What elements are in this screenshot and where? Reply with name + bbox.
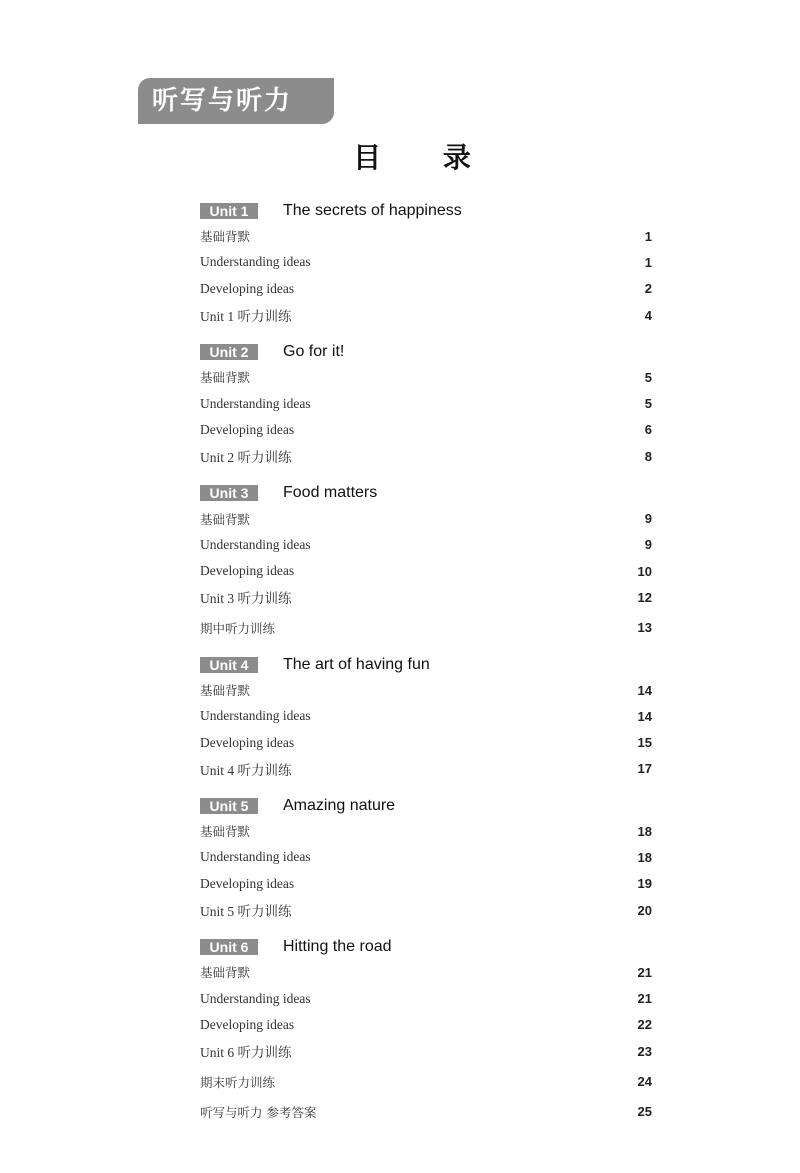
entry-page: 1 <box>644 254 652 270</box>
entry-page: 20 <box>637 902 652 918</box>
toc-entry[interactable] <box>200 897 652 923</box>
entry-label: 期中听力训练 <box>200 620 276 636</box>
toc-entry[interactable] <box>200 364 652 390</box>
entry-page: 9 <box>644 511 652 527</box>
unit-heading-1[interactable] <box>200 199 652 223</box>
entry-page: 14 <box>637 708 652 724</box>
entry-label: 听写与听力 参考答案 <box>200 1104 317 1120</box>
entry-page: 18 <box>637 849 652 865</box>
entry-page: 5 <box>644 396 652 412</box>
entry-page: 2 <box>644 281 652 297</box>
unit-heading-2[interactable] <box>200 340 652 364</box>
entry-label: Understanding ideas <box>200 395 311 411</box>
toc-entry[interactable] <box>200 703 652 729</box>
entry-label: Developing ideas <box>200 280 295 296</box>
toc-entry[interactable] <box>200 959 652 985</box>
toc-entry[interactable] <box>200 584 652 610</box>
entry-label: Developing ideas <box>200 1016 295 1032</box>
toc-entry[interactable] <box>200 818 652 844</box>
entry-label: Understanding ideas <box>200 849 311 865</box>
unit-title: The art of having fun <box>283 655 430 673</box>
toc-entry-answers[interactable] <box>200 1099 652 1125</box>
section-banner: 听写与听力 <box>138 78 334 124</box>
toc-entry[interactable] <box>200 871 652 897</box>
toc-entry[interactable] <box>200 505 652 531</box>
unit-title: Amazing nature <box>283 797 396 815</box>
entry-page: 25 <box>637 1104 652 1120</box>
entry-page: 14 <box>637 682 652 698</box>
unit-badge: Unit 3 <box>200 485 258 501</box>
toc-entry[interactable] <box>200 756 652 782</box>
toc-entry[interactable] <box>200 558 652 584</box>
entry-page: 17 <box>637 761 652 777</box>
entry-label: Unit 1 听力训练 <box>200 309 292 325</box>
toc-entry-midterm[interactable] <box>200 615 652 641</box>
entry-label: Unit 3 听力训练 <box>200 591 292 607</box>
unit-title: The secrets of happiness <box>283 202 462 219</box>
entry-label: 期末听力训练 <box>200 1074 276 1090</box>
unit-badge: Unit 4 <box>200 657 258 673</box>
toc-entry[interactable] <box>200 390 652 416</box>
entry-label: 基础背默 <box>200 683 251 698</box>
entry-label: 基础背默 <box>200 370 251 386</box>
unit-title: Food matters <box>283 484 378 502</box>
entry-page: 24 <box>637 1074 652 1090</box>
entry-page: 21 <box>637 964 652 980</box>
entry-page: 6 <box>644 422 652 438</box>
table-of-contents <box>200 199 652 1125</box>
entry-label: 基础背默 <box>200 511 251 527</box>
unit-heading-5[interactable] <box>200 794 652 818</box>
toc-entry[interactable] <box>200 302 652 328</box>
toc-entry-final[interactable] <box>200 1068 652 1094</box>
entry-page: 21 <box>637 991 652 1007</box>
entry-label: Understanding ideas <box>200 536 311 552</box>
entry-page: 1 <box>644 228 652 244</box>
toc-entry[interactable] <box>200 417 652 443</box>
entry-page: 18 <box>637 823 652 839</box>
toc-entry[interactable] <box>200 249 652 275</box>
entry-label: Developing ideas <box>200 734 295 750</box>
entry-page: 12 <box>637 589 652 605</box>
toc-entry[interactable] <box>200 729 652 755</box>
entry-label: Understanding ideas <box>200 708 311 724</box>
entry-label: 基础背默 <box>200 229 251 245</box>
toc-entry[interactable] <box>200 1038 652 1064</box>
entry-page: 5 <box>644 369 652 385</box>
entry-page: 13 <box>637 620 652 636</box>
unit-title: Hitting the road <box>283 938 392 956</box>
unit-badge: Unit 2 <box>200 344 258 360</box>
entry-label: 基础背默 <box>200 824 251 840</box>
entry-page: 23 <box>637 1043 652 1059</box>
toc-entry[interactable] <box>200 532 652 558</box>
toc-entry[interactable] <box>200 986 652 1012</box>
entry-page: 8 <box>644 448 652 464</box>
toc-entry[interactable] <box>200 443 652 469</box>
entry-label: Unit 6 听力训练 <box>200 1045 292 1061</box>
entry-page: 15 <box>637 735 652 751</box>
toc-entry[interactable] <box>200 276 652 302</box>
unit-heading-4[interactable] <box>200 653 652 677</box>
unit-badge: Unit 5 <box>200 798 258 814</box>
unit-badge: Unit 1 <box>200 203 258 219</box>
entry-label: Understanding ideas <box>200 254 311 270</box>
unit-title: Go for it! <box>283 343 345 361</box>
entry-label: Developing ideas <box>200 563 295 579</box>
entry-label: Developing ideas <box>200 421 295 437</box>
entry-label: Developing ideas <box>200 875 295 891</box>
unit-heading-3[interactable] <box>200 481 652 505</box>
entry-page: 19 <box>637 876 652 892</box>
entry-label: Understanding ideas <box>200 990 311 1006</box>
toc-entry[interactable] <box>200 223 652 249</box>
entry-page: 10 <box>637 563 652 579</box>
toc-entry[interactable] <box>200 1012 652 1038</box>
entry-label: Unit 5 听力训练 <box>200 904 292 920</box>
toc-entry[interactable] <box>200 677 652 703</box>
unit-badge: Unit 6 <box>200 939 258 955</box>
unit-heading-6[interactable] <box>200 935 652 959</box>
entry-label: Unit 2 听力训练 <box>200 450 292 466</box>
entry-label: 基础背默 <box>200 965 251 981</box>
entry-page: 4 <box>644 307 652 323</box>
entry-page: 9 <box>644 537 652 553</box>
page-title: 目 录 <box>353 141 497 174</box>
entry-page: 22 <box>637 1017 652 1033</box>
entry-label: Unit 4 听力训练 <box>200 762 292 778</box>
toc-entry[interactable] <box>200 844 652 870</box>
